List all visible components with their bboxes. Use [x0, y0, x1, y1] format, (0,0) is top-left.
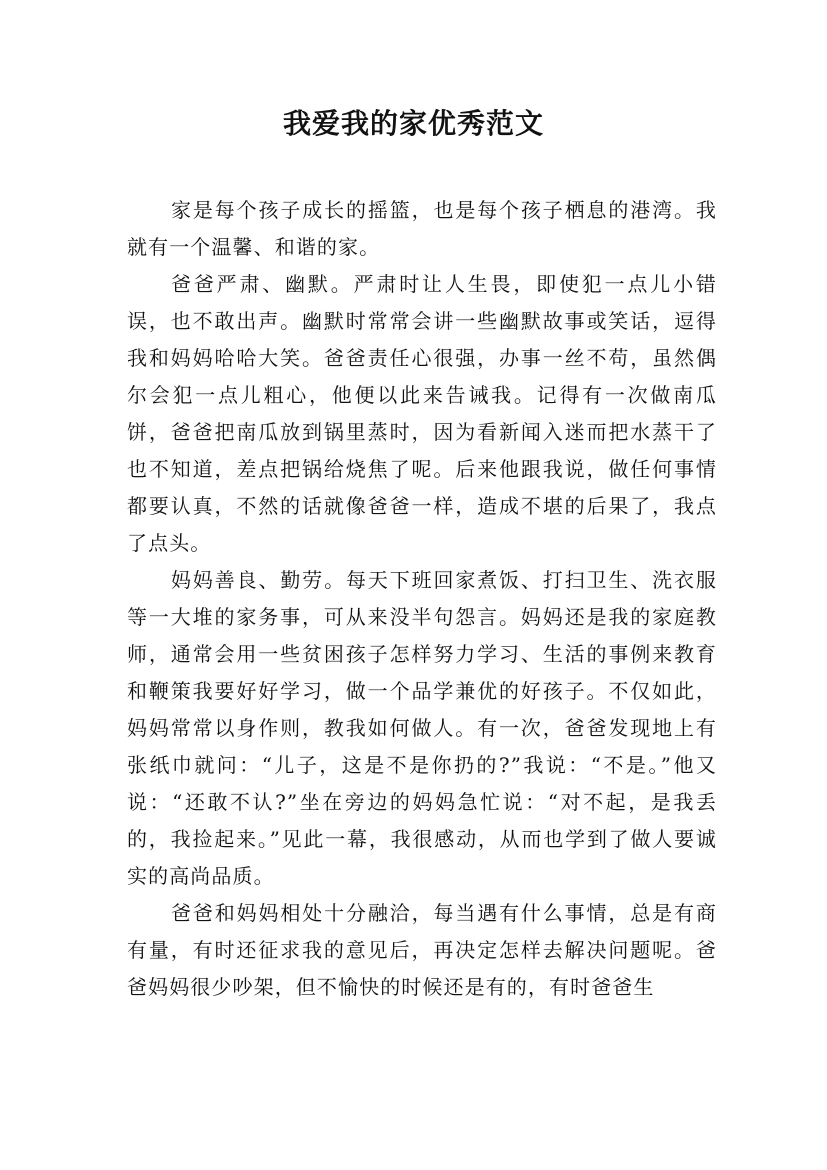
paragraph: 家是每个孩子成长的摇篮，也是每个孩子栖息的港湾。我就有一个温馨、和谐的家。 — [127, 198, 717, 259]
paragraph: 爸爸严肃、幽默。严肃时让人生畏，即使犯一点儿小错误，也不敢出声。幽默时常常会讲一些幽默故事或笑话，逗得我和妈妈哈哈大笑。爸爸责任心很强，办事一丝不苟，虽然偶尔会犯一点儿粗心，他便以此来告诫我。记得有一次做南瓜饼，爸爸把南瓜放到锅里蒸时，因为看新闻入迷而把水蒸干了也不知道，差点把锅给烧焦了呢。后来他跟我说，做任何事情都要认真，不然的话就像爸爸一样，造成不堪的后果了，我点了点头。 — [127, 272, 717, 555]
paragraph: 爸爸和妈妈相处十分融洽，每当遇有什么事情，总是有商有量，有时还征求我的意见后，再决定怎样去解决问题呢。爸爸妈妈很少吵架，但不愉快的时候还是有的，有时爸爸生 — [127, 901, 717, 999]
document-body — [127, 192, 717, 1006]
paragraph: 妈妈善良、勤劳。每天下班回家煮饭、打扫卫生、洗衣服等一大堆的家务事，可从来没半句怨言。妈妈还是我的家庭教师，通常会用一些贫困孩子怎样努力学习、生活的事例来教育和鞭策我要好好学习，做一个品学兼优的好孩子。不仅如此，妈妈常常以身作则，教我如何做人。有一次，爸爸发现地上有张纸巾就问：“儿子，这是不是你扔的?”我说：“不是。”他又说：“还敢不认?”坐在旁边的妈妈急忙说：“对不起，是我丢的，我捡起来。”见此一幕，我很感动，从而也学到了做人要诚实的高尚品质。 — [127, 568, 717, 888]
document-title: 我爱我的家优秀范文 — [282, 107, 544, 140]
